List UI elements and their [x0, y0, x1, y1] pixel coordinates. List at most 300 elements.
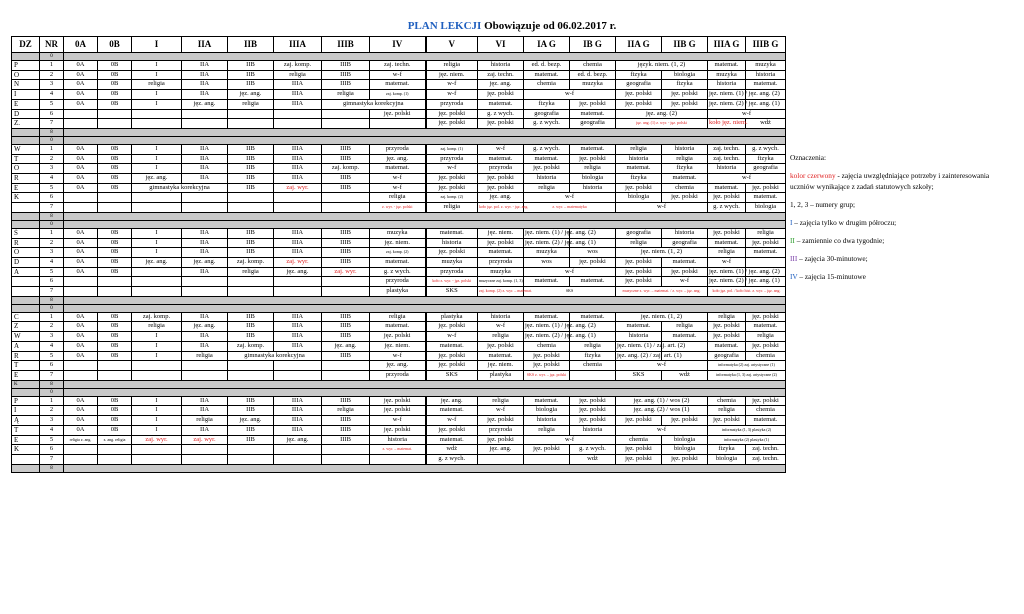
lesson-row: [12, 70, 786, 80]
column-header: V: [426, 37, 478, 53]
lesson-cell: [64, 454, 98, 464]
lesson-cell: jęz. ang.: [322, 341, 370, 351]
lesson-cell: matemat.: [746, 322, 786, 332]
lesson-cell: w-f: [708, 257, 746, 267]
lesson-cell: jęz. polski: [616, 277, 662, 287]
column-header: IIIB G: [746, 37, 786, 53]
legend-iii-text: – zajęcia 30-minutowe;: [797, 254, 868, 263]
lesson-row: [12, 80, 786, 90]
lesson-cell: ed. d. bezp.: [570, 70, 616, 80]
lesson-cell: IIB: [228, 332, 274, 342]
lesson-cell: jęz. polski: [370, 425, 426, 435]
legend-red: [790, 170, 1000, 192]
lesson-cell: IIIB: [322, 228, 370, 238]
day-cell: E: [12, 435, 40, 445]
lesson-cell: IIB: [228, 61, 274, 71]
lesson-number-cell: 2: [40, 406, 64, 416]
lesson-cell: zaj. techn.: [746, 454, 786, 464]
lesson-cell: [274, 287, 322, 297]
lesson-row: [12, 435, 786, 445]
day-cell: E: [12, 99, 40, 109]
lesson-number-cell: 5: [40, 99, 64, 109]
lesson-cell: zaj. wyr.: [274, 257, 322, 267]
lesson-cell: jęz. niem. (1) / zaj. art. (2): [616, 341, 662, 351]
lesson-cell: jęz. niem.: [426, 70, 478, 80]
lesson-cell: religia: [524, 425, 570, 435]
lesson-cell: geografia: [616, 228, 662, 238]
lesson-number-cell: 1: [40, 396, 64, 406]
lesson-cell: jęz. ang.: [478, 193, 524, 203]
lesson-row: [12, 193, 786, 203]
lesson-cell: historia: [616, 332, 662, 342]
lesson-cell: historia: [708, 164, 746, 174]
lesson-cell: [98, 203, 132, 213]
lesson-cell: jęz. niem. (2) / jęz. ang. (1): [708, 99, 746, 109]
lesson-cell: IIA: [182, 164, 228, 174]
lesson-cell: IIIB: [322, 257, 370, 267]
lesson-cell: zaj. komp. (2): [426, 193, 478, 203]
lesson-number-cell: 1: [40, 144, 64, 154]
day-cell: I: [12, 90, 40, 100]
lesson-cell: w-f: [426, 164, 478, 174]
lesson-cell: geografia: [746, 164, 786, 174]
lesson-cell: biologia: [746, 203, 786, 213]
lesson-number-cell: 5: [40, 267, 64, 277]
lesson-cell: IIIA: [274, 174, 322, 184]
lesson-cell: w-f: [370, 351, 426, 361]
lesson-cell: g. z wych.: [746, 144, 786, 154]
lesson-row: [12, 361, 786, 371]
lesson-cell: jęz. polski: [570, 154, 616, 164]
lesson-cell: matemat.: [708, 341, 746, 351]
lesson-cell: 0B: [98, 341, 132, 351]
lesson-cell: jęz. niem. (1) / jęz. ang. (2): [524, 228, 570, 238]
lesson-cell: IIB: [228, 228, 274, 238]
lesson-cell: 0A: [64, 267, 98, 277]
lesson-cell: jęz. ang.: [228, 416, 274, 426]
lesson-row: [12, 61, 786, 71]
lesson-cell: IIB: [228, 144, 274, 154]
lesson-cell: [322, 193, 370, 203]
separator-row: [12, 464, 786, 472]
lesson-cell: z. wyr. - jęz. polski: [370, 203, 426, 213]
lesson-cell: w-f: [426, 80, 478, 90]
lesson-cell: historia: [524, 174, 570, 184]
lesson-cell: matemat.: [746, 80, 786, 90]
lesson-number-cell: 0: [40, 136, 64, 144]
lesson-cell: 0A: [64, 228, 98, 238]
lesson-number-cell: 1: [40, 312, 64, 322]
lesson-cell: jęz. ang.: [132, 257, 182, 267]
lesson-cell: 0A: [64, 396, 98, 406]
lesson-cell: w-f: [616, 203, 708, 213]
day-cell: O: [12, 164, 40, 174]
lesson-cell: religia: [524, 183, 570, 193]
lesson-cell: matemat.: [570, 109, 616, 119]
lesson-cell: IIB: [228, 406, 274, 416]
lesson-cell: jęz. polski: [524, 445, 570, 455]
header-row: [12, 37, 786, 53]
lesson-cell: jęz. ang.: [132, 174, 182, 184]
lesson-number-cell: 2: [40, 238, 64, 248]
lesson-cell: IIA: [182, 425, 228, 435]
lesson-cell: religia: [478, 332, 524, 342]
lesson-cell: 0B: [98, 70, 132, 80]
lesson-cell: matemat.: [570, 312, 616, 322]
lesson-cell: 0A: [64, 406, 98, 416]
lesson-cell: historia: [570, 183, 616, 193]
lesson-row: [12, 277, 786, 287]
lesson-cell: matemat.: [524, 70, 570, 80]
lesson-cell: IIA: [182, 70, 228, 80]
lesson-cell: jęz. polski: [570, 406, 616, 416]
separator-row: [12, 304, 786, 312]
lesson-cell: matemat.: [746, 248, 786, 258]
lesson-cell: IIA: [182, 341, 228, 351]
lesson-cell: religia: [708, 406, 746, 416]
lesson-cell: [98, 445, 132, 455]
lesson-cell: religia: [616, 144, 662, 154]
lesson-cell: [570, 370, 616, 380]
lesson-cell: 0B: [98, 257, 132, 267]
lesson-cell: I: [132, 248, 182, 258]
lesson-cell: historia: [478, 312, 524, 322]
lesson-cell: jęz. polski: [746, 183, 786, 193]
lesson-cell: zaj. wyr.: [274, 183, 322, 193]
lesson-cell: 0B: [98, 80, 132, 90]
lesson-cell: chemia: [616, 435, 662, 445]
lesson-number-cell: 3: [40, 80, 64, 90]
lesson-cell: [274, 119, 322, 129]
separator-row: [12, 388, 786, 396]
lesson-cell: jęz. polski: [746, 238, 786, 248]
lesson-cell: 0A: [64, 183, 98, 193]
lesson-cell: [132, 370, 182, 380]
legend-heading: Oznaczenia:: [790, 153, 827, 162]
lesson-cell: 0A: [64, 248, 98, 258]
lesson-cell: SKS: [426, 370, 478, 380]
lesson-cell: IIIA: [274, 332, 322, 342]
lesson-cell: jęz. polski: [616, 183, 662, 193]
lesson-row: [12, 445, 786, 455]
lesson-cell: IIIB: [322, 416, 370, 426]
legend-iii-label: III: [790, 254, 798, 263]
lesson-cell: 0A: [64, 90, 98, 100]
lesson-cell: religia: [662, 154, 708, 164]
lesson-cell: IIIB: [322, 351, 370, 361]
lesson-cell: chemia: [746, 351, 786, 361]
lesson-cell: 0B: [98, 61, 132, 71]
lesson-cell: jęz. polski: [746, 396, 786, 406]
lesson-number-cell: 3: [40, 332, 64, 342]
lesson-cell: wdż: [746, 119, 786, 129]
lesson-cell: jęz. niem. (2) / jęz. ang. (1): [524, 238, 570, 248]
lesson-row: [12, 396, 786, 406]
lesson-cell: IIIA: [274, 90, 322, 100]
lesson-cell: matemat.: [746, 416, 786, 426]
lesson-cell: 0A: [64, 341, 98, 351]
lesson-cell: matemat.: [426, 341, 478, 351]
lesson-cell: gimnastyka korekcyjna: [228, 351, 322, 361]
lesson-cell: [132, 203, 182, 213]
lesson-cell: jęz. polski: [426, 322, 478, 332]
lesson-cell: 0A: [64, 164, 98, 174]
lesson-cell: historia: [708, 80, 746, 90]
lesson-cell: matemat.: [478, 154, 524, 164]
legend-iv-label: IV: [790, 272, 798, 281]
lesson-cell: IIA: [182, 332, 228, 342]
lesson-cell: przyroda: [478, 425, 524, 435]
lesson-cell: zaj. komp.: [322, 164, 370, 174]
lesson-cell: IIA: [182, 80, 228, 90]
day-cell: E: [12, 370, 40, 380]
lesson-cell: [524, 454, 570, 464]
lesson-cell: muzyczne zaj. komp. (1, 3): [478, 277, 524, 287]
lesson-cell: [64, 445, 98, 455]
lesson-cell: [132, 109, 182, 119]
lesson-cell: [132, 119, 182, 129]
lesson-cell: IIA: [182, 406, 228, 416]
lesson-row: [12, 332, 786, 342]
lesson-cell: fizyka: [746, 154, 786, 164]
lesson-cell: jęz. niem. (1) / jęz. ang. (2): [524, 322, 570, 332]
lesson-cell: IIA: [182, 174, 228, 184]
lesson-cell: matemat.: [370, 164, 426, 174]
lesson-cell: jęz. niem.: [478, 228, 524, 238]
lesson-cell: [132, 193, 182, 203]
day-cell: O: [12, 70, 40, 80]
lesson-cell: IIB: [228, 396, 274, 406]
lesson-cell: matemat.: [708, 61, 746, 71]
lesson-cell: IIIA: [274, 80, 322, 90]
lesson-cell: chemia: [746, 406, 786, 416]
day-cell: [12, 53, 40, 61]
lesson-cell: jęz. polski: [478, 416, 524, 426]
lesson-cell: I: [132, 425, 182, 435]
lesson-cell: [370, 119, 426, 129]
lesson-cell: informatyka (1, 3) zaj. artystyczne (2): [708, 370, 786, 380]
lesson-cell: IIIA: [274, 396, 322, 406]
lesson-cell: w-f: [370, 416, 426, 426]
lesson-cell: religia: [708, 248, 746, 258]
lesson-cell: IIIB: [322, 435, 370, 445]
day-cell: [12, 277, 40, 287]
lesson-row: [12, 454, 786, 464]
lesson-cell: w-f: [370, 70, 426, 80]
lesson-cell: w-f: [478, 144, 524, 154]
lesson-cell: 0A: [64, 80, 98, 90]
lesson-row: [12, 174, 786, 184]
lesson-cell: matemat.: [370, 257, 426, 267]
lesson-cell: jęz. ang.: [182, 257, 228, 267]
lesson-cell: geografia: [662, 238, 708, 248]
lesson-cell: przyroda: [478, 257, 524, 267]
lesson-number-cell: 0: [40, 53, 64, 61]
lesson-cell: IIB: [228, 183, 274, 193]
day-cell: [12, 454, 40, 464]
lesson-cell: zaj. techn.: [708, 144, 746, 154]
lesson-cell: jęz. polski: [662, 193, 708, 203]
lesson-cell: plastyka: [370, 287, 426, 297]
lesson-cell: wdż: [662, 370, 708, 380]
lesson-cell: jęz. polski: [370, 396, 426, 406]
legend-ii: [790, 235, 1000, 246]
lesson-cell: I: [132, 99, 182, 109]
lesson-cell: IIIB: [322, 312, 370, 322]
lesson-cell: religia: [228, 267, 274, 277]
lesson-cell: chemia: [662, 183, 708, 193]
day-cell: [12, 388, 40, 396]
day-cell: T: [12, 361, 40, 371]
lesson-cell: [182, 109, 228, 119]
lesson-cell: [274, 361, 322, 371]
lesson-number-cell: 6: [40, 193, 64, 203]
lesson-cell: [182, 277, 228, 287]
lesson-cell: [64, 193, 98, 203]
lesson-cell: chemia: [708, 396, 746, 406]
lesson-cell: 0A: [64, 351, 98, 361]
lesson-cell: informatyka (2) plastyka (1): [708, 435, 786, 445]
lesson-number-cell: 7: [40, 119, 64, 129]
lesson-number-cell: 4: [40, 425, 64, 435]
lesson-cell: IIB: [228, 435, 274, 445]
lesson-cell: jęz. polski: [662, 454, 708, 464]
lesson-cell: matemat.: [370, 80, 426, 90]
lesson-cell: religia: [370, 312, 426, 322]
lesson-cell: 0B: [98, 144, 132, 154]
lesson-cell: plastyka: [426, 312, 478, 322]
column-header: DZ: [12, 37, 40, 53]
lesson-cell: I: [132, 228, 182, 238]
legend-ii-label: II: [790, 236, 795, 245]
lesson-cell: jęz. polski: [616, 267, 662, 277]
lesson-cell: jęz. polski: [370, 406, 426, 416]
lesson-cell: jęz. polski: [426, 425, 478, 435]
lesson-cell: zaj. techn.: [370, 61, 426, 71]
lesson-cell: [274, 445, 322, 455]
lesson-row: [12, 370, 786, 380]
lesson-cell: IIIB: [322, 238, 370, 248]
lesson-number-cell: 3: [40, 248, 64, 258]
lesson-cell: jęz. polski: [478, 238, 524, 248]
lesson-cell: jęz. polski: [426, 183, 478, 193]
lesson-cell: jęz. polski: [746, 341, 786, 351]
lesson-cell: [182, 370, 228, 380]
lesson-row: [12, 287, 786, 297]
lesson-cell: matemat.: [746, 193, 786, 203]
lesson-cell: IIIB: [322, 332, 370, 342]
day-cell: [12, 136, 40, 144]
lesson-cell: jęz. niem. (1) / jęz. ang. (2): [708, 267, 746, 277]
lesson-row: [12, 228, 786, 238]
lesson-cell: chemia: [524, 341, 570, 351]
lesson-cell: język. niem. (1, 2): [616, 61, 708, 71]
lesson-cell: IIIA: [274, 248, 322, 258]
lesson-cell: jęz. polski: [570, 99, 616, 109]
lesson-number-cell: 6: [40, 445, 64, 455]
lesson-cell: z. wyr. – matemat.: [370, 445, 426, 455]
lesson-cell: historia: [524, 416, 570, 426]
column-header: IIIB: [322, 37, 370, 53]
lesson-cell: jęz. ang. (1) z. wyr. - jęz. polski: [616, 119, 708, 129]
lesson-cell: [322, 445, 370, 455]
lesson-cell: [274, 277, 322, 287]
lesson-cell: religia: [426, 61, 478, 71]
day-cell: [12, 304, 40, 312]
lesson-cell: IIA: [182, 248, 228, 258]
lesson-cell: jęz. polski: [478, 90, 524, 100]
column-header: IIB G: [662, 37, 708, 53]
legend-iv-text: – zajęcia 15-minutowe: [797, 272, 866, 281]
lesson-cell: geografia: [524, 109, 570, 119]
lesson-cell: jęz. polski: [570, 257, 616, 267]
lesson-cell: jęz. polski: [478, 435, 524, 445]
lesson-number-cell: 6: [40, 277, 64, 287]
lesson-cell: w-f: [426, 416, 478, 426]
lesson-cell: jęz. polski: [616, 90, 662, 100]
lesson-cell: [322, 287, 370, 297]
lesson-cell: z. wyr. – matematyka: [524, 203, 616, 213]
separator-row: [12, 380, 786, 388]
lesson-cell: jęz. polski: [708, 322, 746, 332]
lesson-cell: koło jęz. niem.: [708, 119, 746, 129]
lesson-row: [12, 322, 786, 332]
day-cell: K: [12, 445, 40, 455]
lesson-cell: IIA: [182, 267, 228, 277]
lesson-cell: jęz. ang. (2) / zaj. art. (1): [616, 351, 662, 361]
separator-cell: [64, 136, 786, 144]
legend-iii: [790, 253, 1000, 264]
lesson-cell: jęz. polski: [662, 416, 708, 426]
lesson-cell: [228, 193, 274, 203]
lesson-cell: plastyka: [478, 370, 524, 380]
lesson-cell: [322, 454, 370, 464]
lesson-cell: [132, 277, 182, 287]
lesson-cell: religia: [322, 90, 370, 100]
lesson-cell: matemat.: [426, 228, 478, 238]
lesson-cell: jęz. niem. (1, 2): [616, 248, 708, 258]
day-cell: T: [12, 154, 40, 164]
lesson-cell: jęz. polski: [478, 183, 524, 193]
lesson-cell: [322, 109, 370, 119]
lesson-cell: [132, 267, 182, 277]
lesson-cell: I: [132, 332, 182, 342]
day-cell: Z: [12, 322, 40, 332]
lesson-cell: IIIB: [322, 425, 370, 435]
lesson-cell: [98, 454, 132, 464]
lesson-cell: [182, 361, 228, 371]
column-header: IA G: [524, 37, 570, 53]
lesson-cell: w-f: [426, 332, 478, 342]
lesson-cell: [228, 370, 274, 380]
lesson-cell: muzyka: [570, 80, 616, 90]
lesson-cell: matemat.: [478, 248, 524, 258]
lesson-cell: 0A: [64, 99, 98, 109]
lesson-cell: przyroda: [370, 277, 426, 287]
lesson-row: [12, 183, 786, 193]
lesson-cell: koło jęz. pol. z. wyr. - jęz. ang.: [478, 203, 524, 213]
lesson-cell: wos: [524, 257, 570, 267]
lesson-cell: jęz. polski: [426, 174, 478, 184]
lesson-cell: [228, 445, 274, 455]
lesson-cell: 0B: [98, 332, 132, 342]
lesson-cell: IIIA: [274, 341, 322, 351]
lesson-row: [12, 416, 786, 426]
lesson-row: [12, 238, 786, 248]
separator-cell: [64, 388, 786, 396]
day-cell: [12, 220, 40, 228]
lesson-cell: [370, 454, 426, 464]
